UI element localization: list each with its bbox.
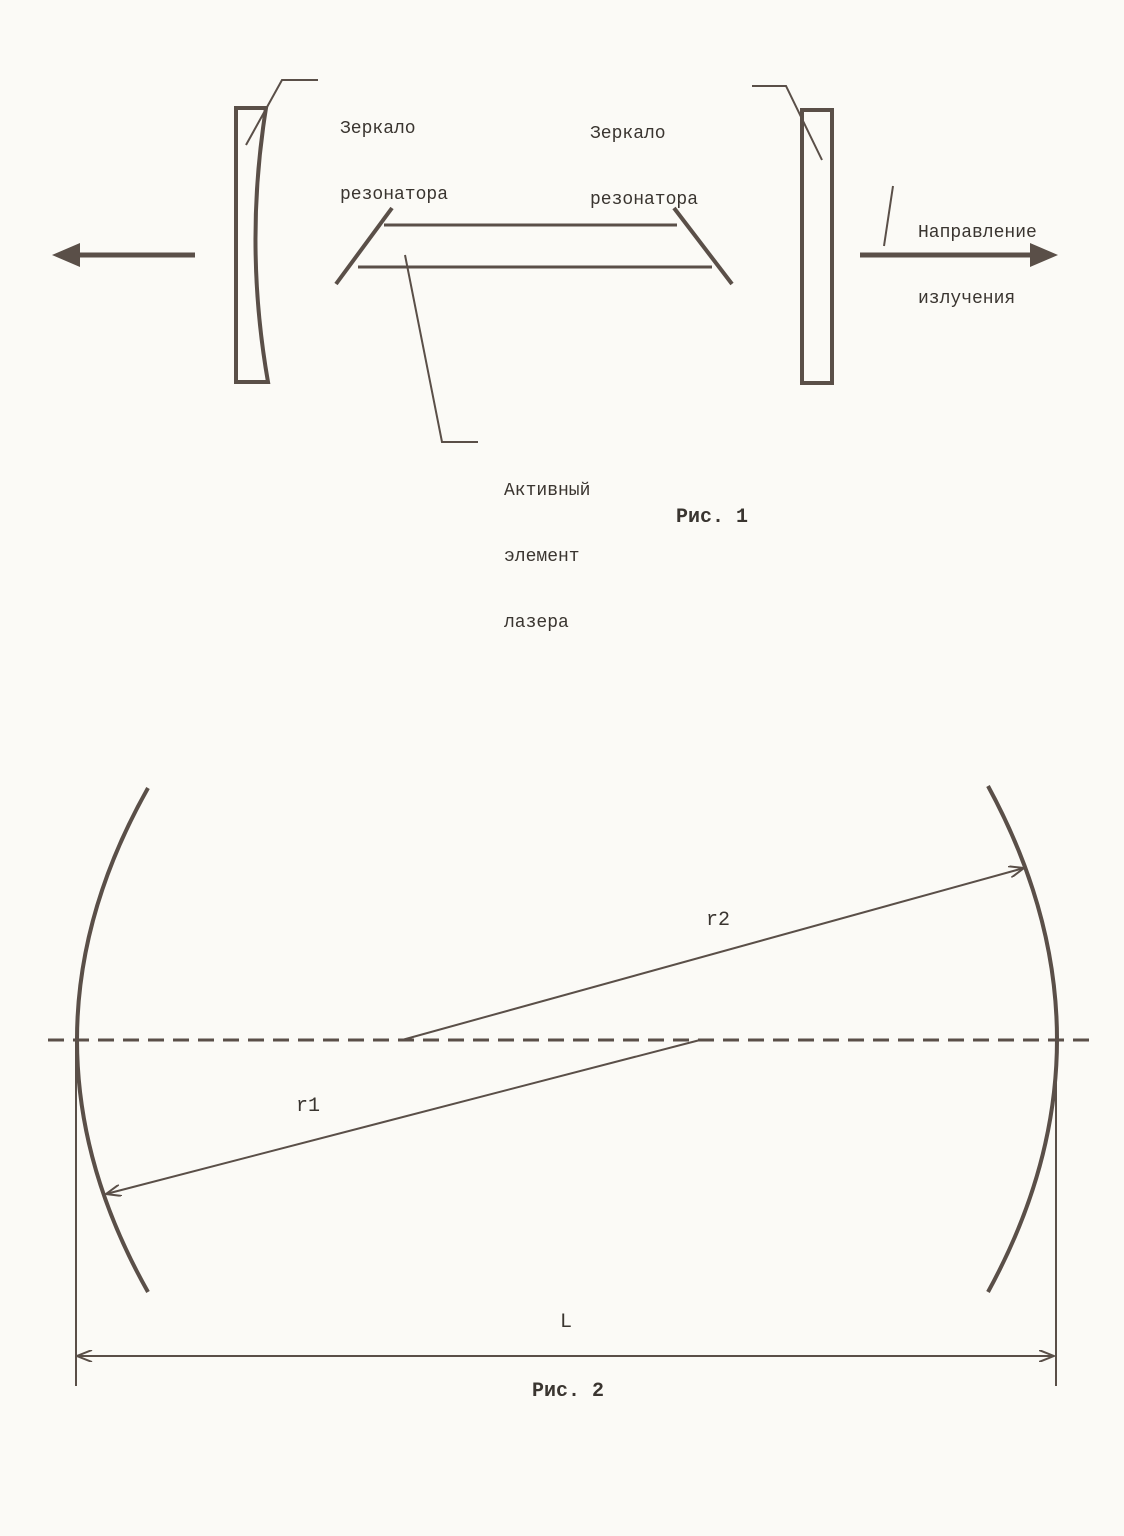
left-mirror-label — [340, 74, 448, 228]
active-element-leader — [405, 255, 478, 442]
right-mirror-label-line-2: резонатора — [590, 190, 699, 210]
figure-2-caption: Рис. 2 — [532, 1380, 605, 1403]
figure-1-caption: Рис. 1 — [676, 506, 749, 529]
radius-r1-arrow — [106, 1040, 700, 1194]
figure-1 — [52, 80, 1058, 442]
direction-label-line-2: излучения — [918, 289, 1016, 309]
figure-2 — [48, 786, 1090, 1386]
radius-r1-label: r1 — [296, 1095, 321, 1118]
direction-label — [918, 178, 1037, 332]
direction-leader — [884, 186, 893, 246]
length-label: L — [560, 1311, 573, 1334]
radius-r2-label: r2 — [706, 909, 731, 932]
left-mirror-label-line-1: Зеркало — [340, 119, 416, 139]
direction-label-line-1: Направление — [918, 223, 1037, 243]
active-element-label-line-1: Активный — [504, 481, 591, 501]
right-mirror-label — [590, 79, 698, 233]
active-element-label-line-2: элемент — [504, 547, 580, 567]
left-mirror-label-line-2: резонатора — [340, 185, 449, 205]
left-resonator-mirror — [236, 108, 268, 382]
active-element-label — [504, 436, 590, 656]
left-output-arrow — [52, 243, 195, 267]
left-mirror-leader — [246, 80, 318, 145]
radius-r2-arrow — [402, 868, 1024, 1040]
right-mirror-label-line-1: Зеркало — [590, 124, 666, 144]
right-mirror-leader — [752, 86, 822, 160]
active-element-label-line-3: лазера — [504, 613, 569, 633]
